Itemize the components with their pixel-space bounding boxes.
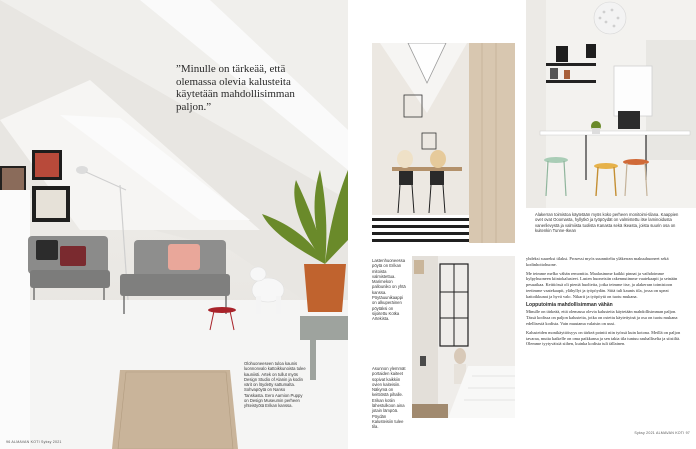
stairs-photo	[412, 256, 515, 418]
office-photo	[526, 0, 696, 208]
body-paragraph: Kalusteiden monikäyttöisyys on tärkeä pointti niin työssä kuin kotona. Meillä on paljon tavaraa, mutta kaikelle on oma paikkansa ja sen takia tila tuntuu rauhalliselta ja siistiltä. Olemme tyytyväisiä siihen, kuinka kodista tuli tällainen.	[526, 329, 681, 347]
caption-stairs: Asunnon ylemmät portaiden kaiteet sopivat kaikkiin ovien kaiteisiin. Näkymä on keittiöstä pihalle. Erikan kotiin lähestulkoon aina jotain lämpöä. Pöydän Kalusteisiin tulee tila.	[372, 366, 406, 430]
office-illustration	[526, 0, 696, 208]
kids-room-photo	[372, 43, 515, 243]
body-paragraph: Me teimme melko vähän remonttia. Maalasimme kaikki pinnat ja vaihdoimme kylpyhuoneen kiintokalusteet. Lasten huoneisiin rakennutimme vaatekaapit ja seinään pesuaikaa. Keittiössä oli pieniä huolteita, jotka teimme itse, ja alakerran toimistoon teetimme vaatekaapit, ylähyllyt ja työpöydän. Siitä tuli kaunis tila, jossa on upeat kattoikkunat ja hyvä valo. Nikarit ja työpöytä on tuotu mukana.	[526, 270, 678, 299]
article-body	[526, 256, 686, 350]
caption-living-room: Olohuoneeseen tuloa kaunis luonnonvalo kattoikkunoista tulee kauniisti. Artek on tullut myös Design Studio of Alanin ja kodin värit on löydetty sattumalta. Sohvapöytä on Nanso Tanskasta. Eero Aarnion Puppy on Design Museumin perheen yhteistyötä Erikan kanssa.	[244, 361, 306, 409]
stairs-illustration	[412, 256, 515, 418]
section-subhead: Lopputoimia mahdollisimman vähän	[526, 301, 613, 308]
page-footer-right: Syksy 2021 ALMAVAN KOTI 97	[634, 431, 690, 435]
kids-room-illustration	[372, 43, 515, 243]
body-paragraph: Minulle on tärkeää, että olemassa olevia kalusteita käytetään mahdollisimman paljon. Tässä kodissa on paljon kalusteita, jotka on ostettu käytettyinä ja osa on tuotu mukana edellisestä kodista. Vain muutama valaisin on uusi.	[526, 309, 678, 326]
caption-office: Alakerran toimistoa käytetään myös koko perheen monitoimi-tilana. Kaappien ovet ovat Ooomasta, hyllytkö ja työpöydät on valmistettu itse laminoidusta vanerilevystä ja valmiista tuolista Kanasta sekä Ikeasta, joista suurin osa on kuitenkin Tunne-Ikean	[535, 212, 679, 233]
page-footer-left: 96 ALMAVAN KOTI Syksy 2021	[6, 440, 62, 444]
caption-kids-room: Lastenhuoneessa pöytä on Erikan mitoista valmistettua. Marimekon pallouniko on yhtä kanssa. Pöytäuunikaappi on alkuperäinen pöytäksi on sijoitettu Kotka Artekista.	[372, 258, 406, 322]
pull-quote: ”Minulle on tärkeää, että olemassa olevia kalusteita käytetään mahdollisimman paljon.”	[176, 63, 295, 113]
body-paragraph: yhdeksi suureksi tilaksi. Prosessi myös suunniteltu yläkerran makuuhuoneet sekä kodinhoitohuone.	[526, 256, 669, 267]
right-page	[348, 0, 696, 449]
